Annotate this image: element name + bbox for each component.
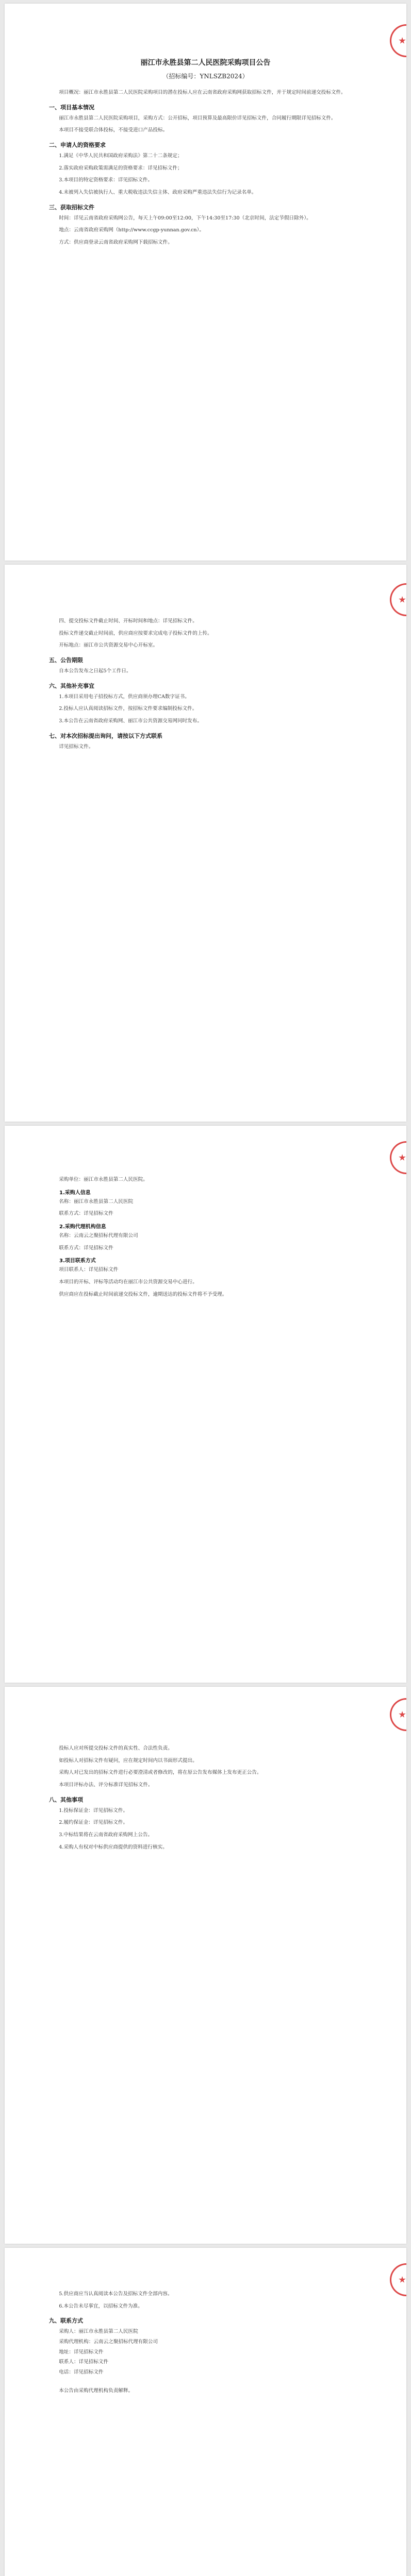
subsection-heading: 1.采购人信息 — [59, 1190, 91, 1196]
paragraph: 四、提交投标文件截止时间、开标时间和地点：详见招标文件。 — [59, 618, 198, 624]
section-heading: 八、其他事项 — [49, 1796, 83, 1803]
document-page-1 — [5, 4, 406, 561]
paragraph: 2.投标人应认真阅读招标文件，按招标文件要求编制投标文件。 — [59, 706, 198, 712]
paragraph: 本项目评标办法、评分标准详见招标文件。 — [59, 1782, 153, 1788]
document-subtitle: （招标编号：YNLSZB2024） — [162, 73, 249, 80]
paragraph: 方式：供应商登录云南省政府采购网下载招标文件。 — [59, 239, 173, 245]
paragraph: 如投标人对招标文件有疑问，应在规定时间内以书面形式提出。 — [59, 1757, 198, 1764]
document-title: 丽江市永胜县第二人民医院采购项目公告 — [140, 59, 271, 67]
paragraph: 联系方式：详见招标文件 — [59, 1245, 113, 1251]
paragraph: 3.本项目的特定资格要求：详见招标文件。 — [59, 177, 153, 183]
section-heading: 五、公告期限 — [49, 656, 83, 664]
subsection-heading: 3.项目联系方式 — [59, 1258, 96, 1264]
paragraph: 丽江市永胜县第二人民医院采购项目，采购方式：公开招标，项目预算及最高限价详见招标文件，合同履行期限详见招标文件。 — [59, 115, 336, 121]
paragraph: 名称：云南云之聚招标代理有限公司 — [59, 1232, 138, 1239]
paragraph: 投标人应对所提交投标文件的真实性、合法性负责。 — [59, 1745, 173, 1751]
document-page-2 — [5, 565, 406, 1122]
section-heading: 一、项目基本情况 — [49, 104, 94, 111]
contact-line: 联系人：详见招标文件 — [59, 2359, 109, 2365]
document-page-5 — [5, 2248, 406, 2576]
paragraph: 地点：云南省政府采购网（http://www.ccgp-yunnan.gov.cn）。 — [59, 227, 204, 233]
document-page-4 — [5, 1687, 406, 2244]
paragraph: 6.本公告未尽事宜，以招标文件为准。 — [59, 2303, 143, 2309]
seal-stamp-icon — [390, 583, 406, 616]
intro-paragraph: 项目概况：丽江市永胜县第二人民医院采购项目的潜在投标人应在云南省政府采购网获取招标文件，并于规定时间前递交投标文件。 — [59, 90, 346, 95]
paragraph: 2.履约保证金：详见招标文件。 — [59, 1820, 128, 1826]
paragraph: 本项目的开标、评标等活动均在丽江市公共资源交易中心进行。 — [59, 1279, 198, 1285]
paragraph: 时间：详见云南省政府采购网公告，每天上午09:00至12:00，下午14:30至17:30（北京时间，法定节假日除外）。 — [59, 215, 311, 221]
subsection-heading: 2.采购代理机构信息 — [59, 1224, 106, 1230]
paragraph: 1.本项目采用电子招投标方式，供应商须办理CA数字证书。 — [59, 693, 190, 700]
seal-stamp-icon — [390, 1141, 406, 1174]
paragraph: 4.未被列入失信被执行人、重大税收违法失信主体、政府采购严重违法失信行为记录名单。 — [59, 189, 257, 195]
paragraph: 详见招标文件。 — [59, 743, 94, 750]
contact-line: 采购代理机构：云南云之聚招标代理有限公司 — [59, 2338, 158, 2345]
paragraph: 自本公告发布之日起5个工作日。 — [59, 668, 131, 674]
paragraph: 2.落实政府采购政策需满足的资格要求：详见招标文件； — [59, 165, 183, 171]
section-heading: 二、申请人的资格要求 — [49, 141, 106, 148]
section-heading: 三、获取招标文件 — [49, 204, 94, 211]
paragraph: 采购人对已发出的招标文件进行必要澄清或者修改的，将在原公告发布媒体上发布更正公告。 — [59, 1770, 262, 1776]
section-heading: 七、对本次招标提出询问，请按以下方式联系 — [49, 732, 162, 739]
intro-paragraph: 采购单位：丽江市永胜县第二人民医院。 — [59, 1177, 148, 1182]
paragraph: 3.本公告在云南省政府采购网、丽江市公共资源交易网同时发布。 — [59, 718, 202, 724]
contact-line: 电话：详见招标文件 — [59, 2369, 104, 2375]
paragraph: 开标地点：丽江市公共资源交易中心开标室。 — [59, 642, 158, 649]
paragraph: 名称：丽江市永胜县第二人民医院 — [59, 1198, 134, 1205]
seal-stamp-icon — [390, 1698, 406, 1731]
paragraph: 1.投标保证金：详见招标文件。 — [59, 1807, 128, 1814]
contact-line: 地址：详见招标文件 — [59, 2349, 104, 2355]
paragraph: 联系方式：详见招标文件 — [59, 1211, 113, 1217]
paragraph: 3.中标结果将在云南省政府采购网上公告。 — [59, 1832, 153, 1838]
section-heading: 六、其他补充事宜 — [49, 682, 94, 689]
seal-stamp-icon — [390, 2263, 406, 2296]
paragraph: 本公告由采购代理机构负责解释。 — [59, 2387, 134, 2394]
contact-line: 采购人：丽江市永胜县第二人民医院 — [59, 2329, 138, 2335]
paragraph: 本项目不接受联合体投标，不接受进口产品投标。 — [59, 127, 168, 133]
paragraph: 1.满足《中华人民共和国政府采购法》第二十二条规定； — [59, 152, 183, 159]
paragraph: 项目联系人：详见招标文件 — [59, 1267, 119, 1273]
paragraph: 4.采购人有权对中标供应商提供的资料进行核实。 — [59, 1844, 168, 1850]
seal-stamp-icon — [390, 24, 406, 57]
paragraph: 供应商应在投标截止时间前递交投标文件，逾期送达的投标文件将不予受理。 — [59, 1291, 227, 1297]
section-heading: 九、联系方式 — [49, 2317, 83, 2325]
paragraph: 5.供应商应当认真阅读本公告及招标文件全部内容。 — [59, 2291, 173, 2297]
document-page-3 — [5, 1126, 406, 1683]
paragraph: 投标文件递交截止时间前，供应商应按要求完成电子投标文件的上传。 — [59, 630, 212, 636]
